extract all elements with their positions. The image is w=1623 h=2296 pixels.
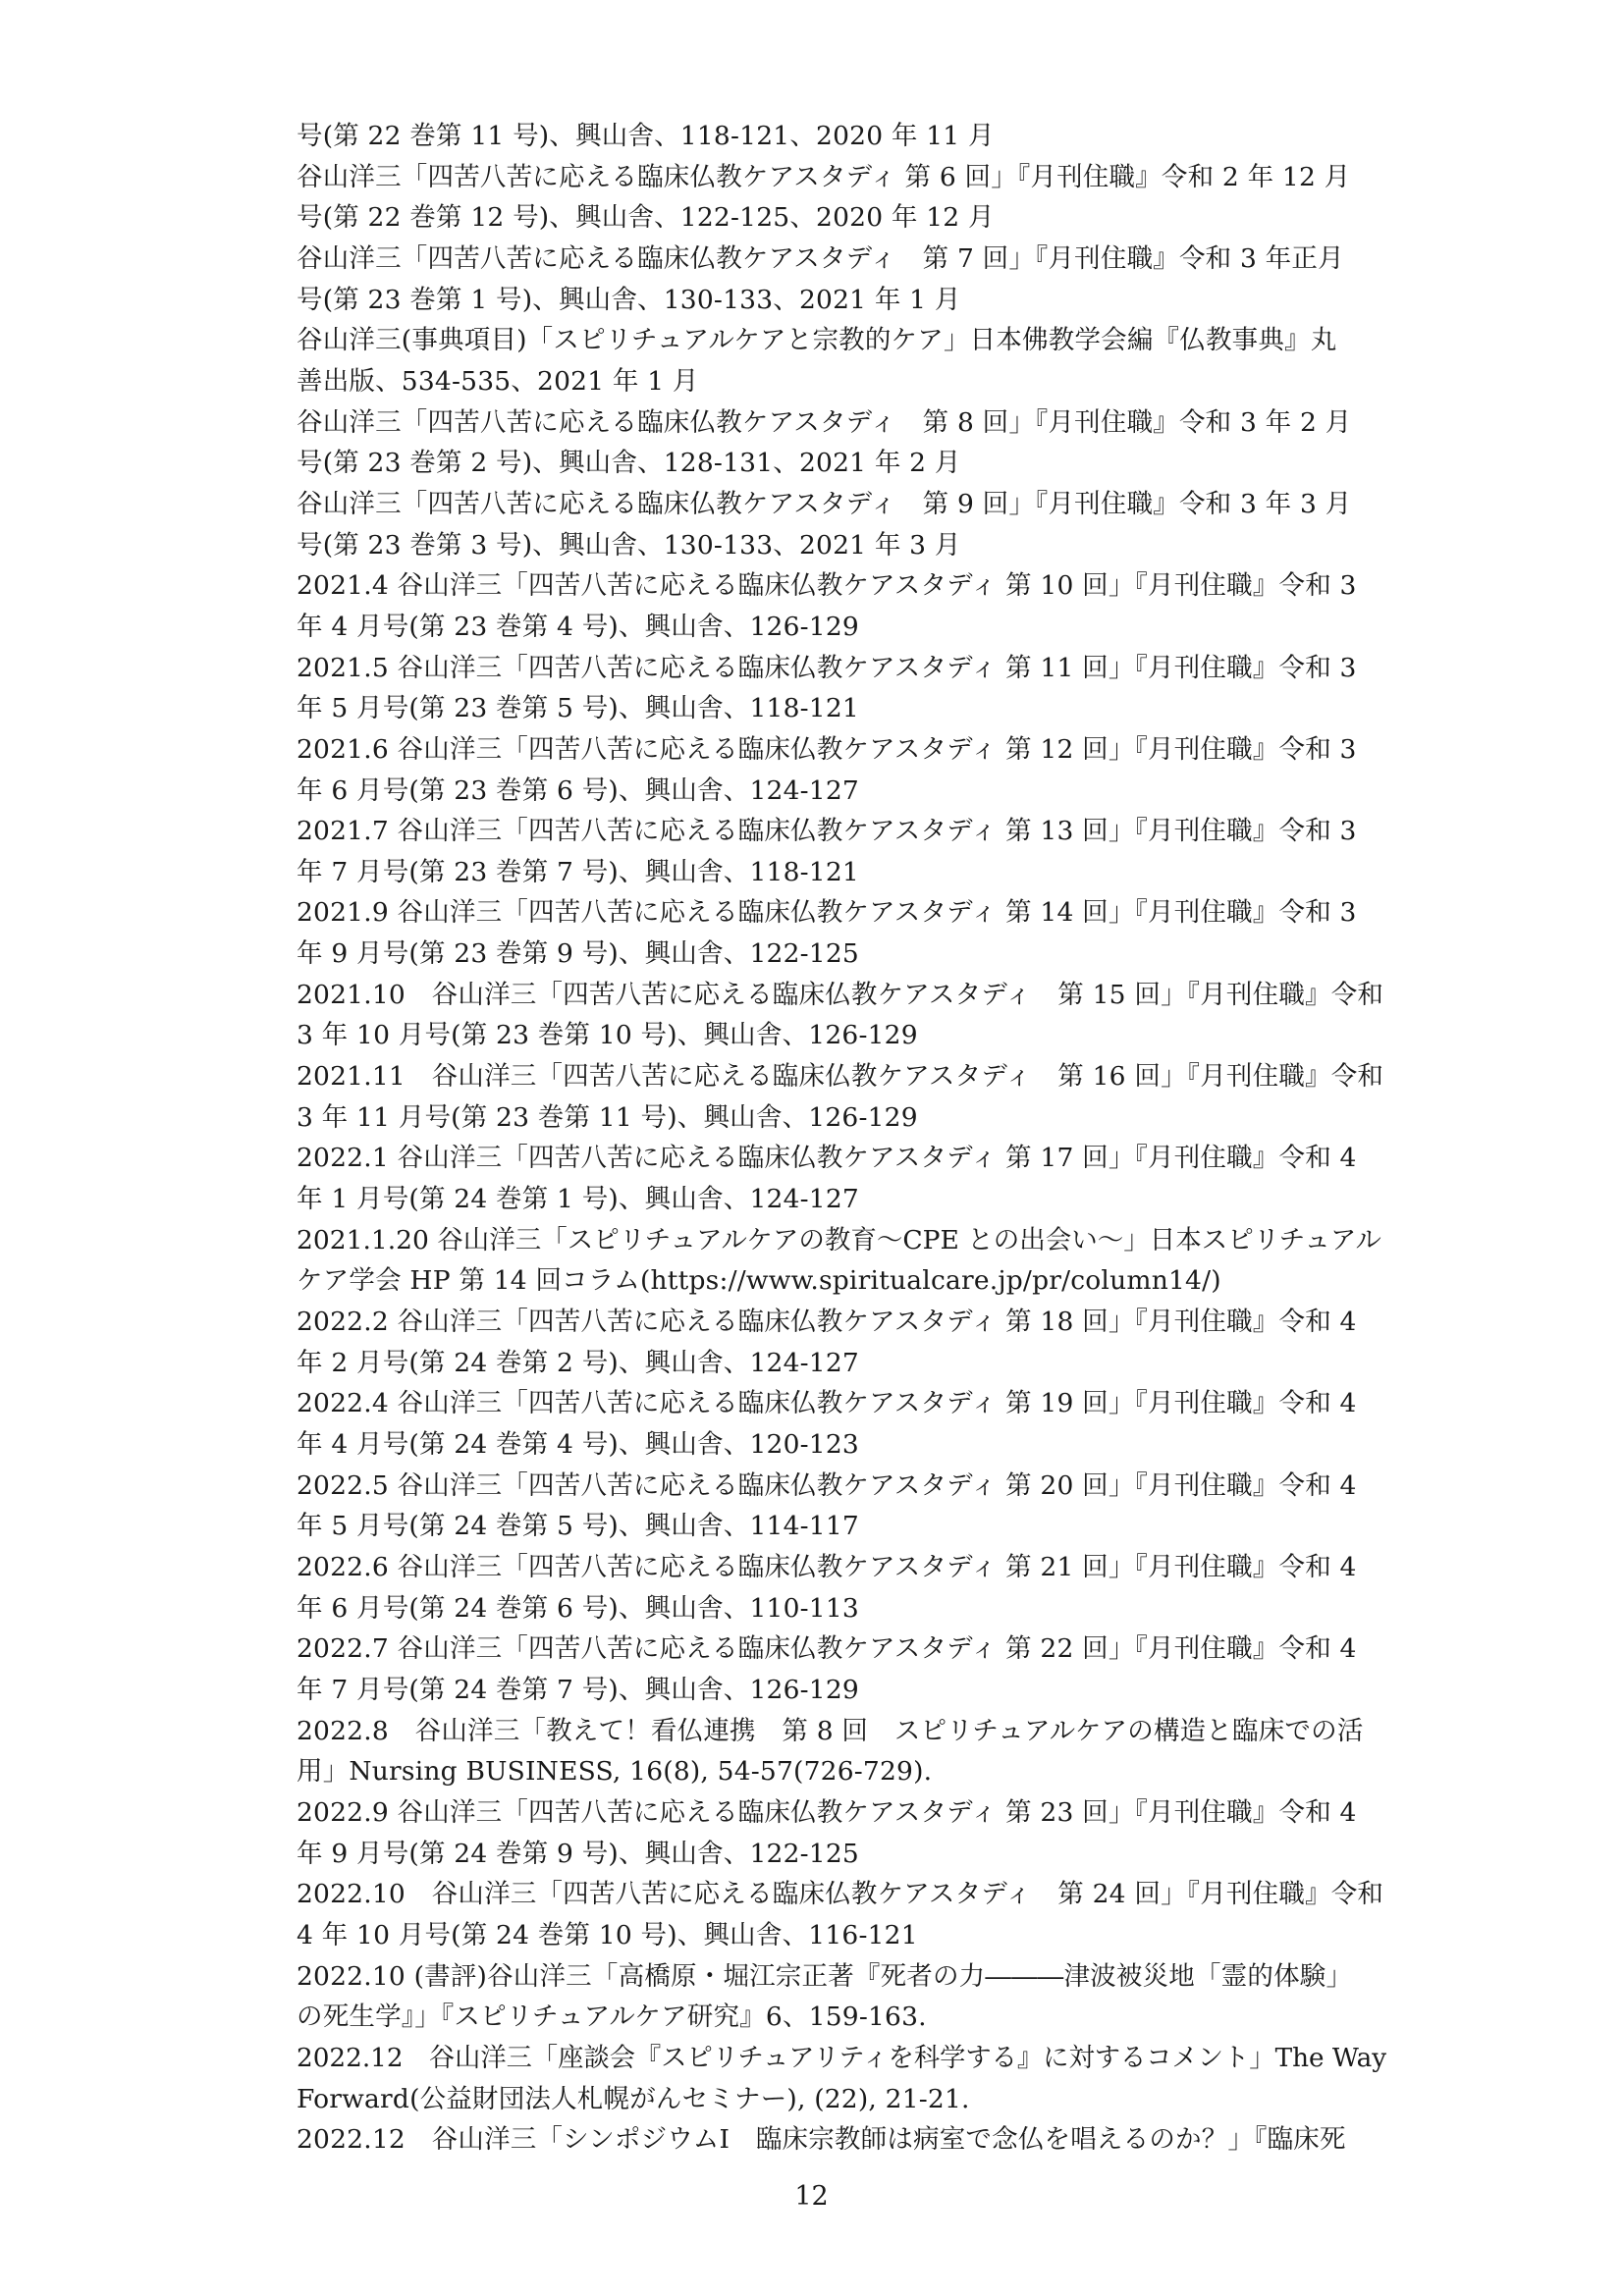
text-line: 2021.4 谷山洋三「四苦八苦に応える臨床仏教ケアスタディ 第 10 回」『月刊住職』令和 3 (297, 570, 1357, 602)
page-number: 12 (794, 2181, 829, 2212)
text-line: 号(第 23 巻第 2 号)、興山舎、128-131、2021 年 2 月 (297, 448, 961, 479)
text-line: 年 7 月号(第 24 巻第 7 号)、興山舎、126-129 (297, 1674, 859, 1705)
text-line: 2021.5 谷山洋三「四苦八苦に応える臨床仏教ケアスタディ 第 11 回」『月刊住職』令和 3 (297, 652, 1357, 683)
text-line: 2022.5 谷山洋三「四苦八苦に応える臨床仏教ケアスタディ 第 20 回」『月刊住職』令和 4 (297, 1469, 1357, 1501)
text-line: 2021.7 谷山洋三「四苦八苦に応える臨床仏教ケアスタディ 第 13 回」『月刊住職』令和 3 (297, 816, 1357, 847)
text-line: 2021.11 谷山洋三「四苦八苦に応える臨床仏教ケアスタディ 第 16 回」『月刊住職』令和 (297, 1061, 1384, 1093)
bibliography-list (297, 116, 1386, 2161)
text-line: 号(第 22 巻第 12 号)、興山舎、122-125、2020 年 12 月 (297, 202, 995, 234)
text-line: 2022.12 谷山洋三「座談会『スピリチュアリティを科学する』に対するコメント」The Way (297, 2042, 1386, 2073)
text-line: 2022.10 谷山洋三「四苦八苦に応える臨床仏教ケアスタディ 第 24 回」『月刊住職』令和 (297, 1879, 1384, 1910)
text-line: 年 5 月号(第 24 巻第 5 号)、興山舎、114-117 (297, 1511, 859, 1542)
text-line: 2022.9 谷山洋三「四苦八苦に応える臨床仏教ケアスタディ 第 23 回」『月刊住職』令和 4 (297, 1796, 1357, 1828)
text-line: 用」Nursing BUSINESS, 16(8), 54-57(726-729). (297, 1756, 933, 1788)
text-line: 善出版、534-535、2021 年 1 月 (297, 365, 699, 397)
text-line: 年 4 月号(第 23 巻第 4 号)、興山舎、126-129 (297, 611, 859, 642)
text-line: 年 4 月号(第 24 巻第 4 号)、興山舎、120-123 (297, 1429, 859, 1460)
text-line: 2022.12 谷山洋三「シンポジウムⅠ 臨床宗教師は病室で念仏を唱えるのか？」『臨床死 (297, 2124, 1346, 2156)
text-line: 年 7 月号(第 23 巻第 7 号)、興山舎、118-121 (297, 856, 859, 887)
text-line: 2022.8 谷山洋三「教えて！看仏連携 第 8 回 スピリチュアルケアの構造と臨床での活 (297, 1715, 1364, 1746)
text-line: 2022.4 谷山洋三「四苦八苦に応える臨床仏教ケアスタディ 第 19 回」『月刊住職』令和 4 (297, 1388, 1357, 1419)
text-line: 年 2 月号(第 24 巻第 2 号)、興山舎、124-127 (297, 1347, 859, 1378)
text-line: 3 年 10 月号(第 23 巻第 10 号)、興山舎、126-129 (297, 1020, 918, 1051)
text-line: 2021.10 谷山洋三「四苦八苦に応える臨床仏教ケアスタディ 第 15 回」『月刊住職』令和 (297, 979, 1384, 1010)
text-line: 年 9 月号(第 24 巻第 9 号)、興山舎、122-125 (297, 1838, 859, 1869)
text-line: Forward(公益財団法人札幌がんセミナー), (22), 21-21. (297, 2083, 970, 2114)
text-line: 谷山洋三「四苦八苦に応える臨床仏教ケアスタディ 第 9 回」『月刊住職』令和 3 年 3 月 (297, 488, 1352, 519)
text-line: 2022.1 谷山洋三「四苦八苦に応える臨床仏教ケアスタディ 第 17 回」『月刊住職』令和 4 (297, 1143, 1357, 1174)
text-line: 谷山洋三「四苦八苦に応える臨床仏教ケアスタディ 第 6 回」『月刊住職』令和 2 年 12 月 (297, 161, 1351, 192)
text-line: 3 年 11 月号(第 23 巻第 11 号)、興山舎、126-129 (297, 1101, 918, 1133)
text-line: ケア学会 HP 第 14 回コラム(https://www.spiritualcare.jp/pr/column14/) (297, 1265, 1221, 1297)
text-line: 2022.7 谷山洋三「四苦八苦に応える臨床仏教ケアスタディ 第 22 回」『月刊住職』令和 4 (297, 1633, 1357, 1665)
text-line: 2021.6 谷山洋三「四苦八苦に応える臨床仏教ケアスタディ 第 12 回」『月刊住職』令和 3 (297, 733, 1357, 765)
text-line: 2021.1.20 谷山洋三「スピリチュアルケアの教育〜CPE との出会い〜」日本スピリチュアル (297, 1224, 1381, 1255)
text-line: 年 6 月号(第 23 巻第 6 号)、興山舎、124-127 (297, 774, 859, 806)
text-line: 谷山洋三「四苦八苦に応える臨床仏教ケアスタディ 第 7 回」『月刊住職』令和 3 年正月 (297, 242, 1344, 274)
text-line: 4 年 10 月号(第 24 巻第 10 号)、興山舎、116-121 (297, 1919, 918, 1950)
text-line: 年 1 月号(第 24 巻第 1 号)、興山舎、124-127 (297, 1184, 859, 1215)
text-line: の死生学』」『スピリチュアルケア研究』6、159-163. (297, 2002, 927, 2033)
text-line: 年 6 月号(第 24 巻第 6 号)、興山舎、110-113 (297, 1592, 859, 1624)
text-line: 2022.10 (書評)谷山洋三「高橋原・堀江宗正著『死者の力―――津波被災地「霊的体験」 (297, 1960, 1353, 1992)
text-line: 号(第 22 巻第 11 号)、興山舎、118-121、2020 年 11 月 (297, 121, 995, 151)
text-line: 谷山洋三「四苦八苦に応える臨床仏教ケアスタディ 第 8 回」『月刊住職』令和 3 年 2 月 (297, 406, 1352, 438)
text-line: 2021.9 谷山洋三「四苦八苦に応える臨床仏教ケアスタディ 第 14 回」『月刊住職』令和 3 (297, 897, 1357, 929)
text-line: 2022.6 谷山洋三「四苦八苦に応える臨床仏教ケアスタディ 第 21 回」『月刊住職』令和 4 (297, 1551, 1357, 1582)
text-line: 谷山洋三(事典項目)「スピリチュアルケアと宗教的ケア」日本佛教学会編『仏教事典』丸 (297, 325, 1337, 356)
text-line: 号(第 23 巻第 3 号)、興山舎、130-133、2021 年 3 月 (297, 529, 961, 561)
text-line: 年 5 月号(第 23 巻第 5 号)、興山舎、118-121 (297, 693, 859, 724)
text-line: 号(第 23 巻第 1 号)、興山舎、130-133、2021 年 1 月 (297, 284, 961, 315)
text-line: 年 9 月号(第 23 巻第 9 号)、興山舎、122-125 (297, 938, 859, 970)
text-line: 2022.2 谷山洋三「四苦八苦に応える臨床仏教ケアスタディ 第 18 回」『月刊住職』令和 4 (297, 1307, 1357, 1338)
